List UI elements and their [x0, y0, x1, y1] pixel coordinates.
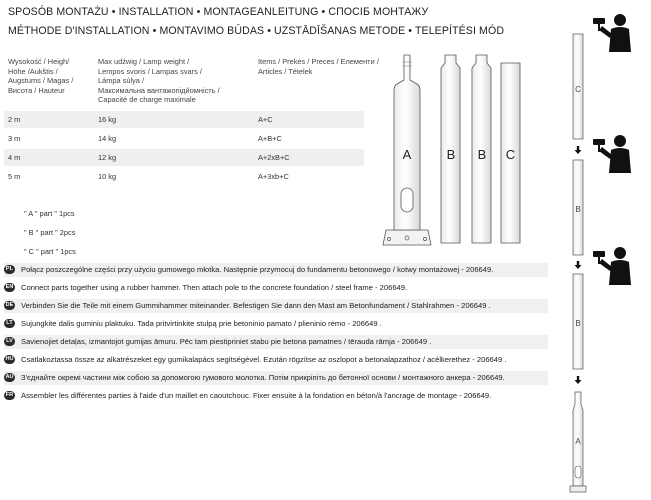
instruction-text: Connect parts together using a rubber hammer. Then attach pole to the concrete foundation / steel frame - 206649.	[21, 283, 408, 292]
col-header-weight-line: Max udźwig / Lamp weight /	[98, 57, 190, 66]
worker-hammer-icon	[593, 135, 631, 173]
pole-label-b2: B	[477, 147, 487, 162]
cell-items: A+2xB+C	[258, 153, 290, 162]
lang-badge: DE	[5, 302, 14, 308]
lang-badge: HU	[5, 356, 14, 362]
worker-hammer-icon	[593, 14, 631, 52]
lang-badge: LV	[4, 337, 15, 346]
pole-label-b1: B	[446, 147, 456, 162]
instruction-text: Assembler les différentes parties à l'aide d'un maillet en caoutchouc. Fixer ensuite à la fondation en béton/à l'ancrage de montage - 206649.	[21, 391, 492, 400]
lang-badge: AU	[5, 374, 14, 380]
part-item-a: " A " part " 1pcs	[24, 209, 75, 218]
cell-items: A+B+C	[258, 134, 282, 143]
col-header-height-line: Höhe /Aukštis /	[8, 66, 58, 76]
step-2	[573, 135, 631, 255]
part-item-b: " B " part " 2pcs	[24, 228, 76, 237]
col-header-height-line: Висота / Hauteur	[8, 85, 65, 95]
col-header-items-line: Items / Prekės / Preces / Елементи /	[258, 57, 379, 66]
col-header-height-line: Wysokość / Heigh/	[8, 57, 70, 66]
part-item-c: " C " part " 1pcs	[24, 247, 76, 256]
step-3	[573, 247, 631, 369]
step-label-b2: B	[575, 319, 581, 328]
arrow-down-icon	[575, 376, 582, 384]
worker-hammer-icon	[593, 247, 631, 285]
step-label-b1: B	[575, 205, 581, 214]
lang-badge: LT	[4, 319, 15, 328]
cell-height: 5 m	[8, 172, 21, 181]
pole-label-c: C	[505, 147, 516, 162]
cell-height: 2 m	[8, 115, 21, 124]
cell-height: 3 m	[8, 134, 21, 143]
cell-height: 4 m	[8, 153, 21, 162]
cell-weight: 14 kg	[98, 134, 117, 143]
lang-badge: EN	[5, 284, 14, 290]
step-label-a: A	[575, 437, 581, 446]
arrow-down-icon	[575, 261, 582, 269]
col-header-height-line: Augstums / Magas /	[8, 76, 74, 86]
lang-badge: PL	[5, 266, 14, 272]
instruction-text: Sujungkite dalis guminiu plaktuku. Tada pritvirtinkite stulpą prie betoninio pamato / plieninio rėmo - 206649 .	[21, 319, 382, 328]
col-header-items-line: Articles / Tételek	[258, 66, 313, 76]
cell-items: A+C	[258, 115, 273, 124]
header-line-2: MÉTHODE D'INSTALLATION • MONTAVIMO BŪDAS • UZSTĀDĪŠANAS METODE • TELEPÍTÉSI MÓD	[8, 25, 505, 37]
instruction-text: Verbinden Sie die Teile mit einem Gummihammer miteinander. Befestigen Sie dann den Mast am Betonfundament / Stahlrahmen - 206649 .	[21, 301, 491, 310]
cell-weight: 16 kg	[98, 115, 117, 124]
col-header-weight-line: Lámpa súlya /	[98, 76, 145, 86]
col-header-weight-line: Максимальна вантажопідйомність /	[98, 85, 220, 95]
lang-badge: FR	[5, 392, 14, 398]
pole-label-a: A	[402, 147, 412, 162]
step-label-c: C	[575, 85, 581, 94]
cell-weight: 10 kg	[98, 172, 117, 181]
instruction-text: Savienojiet detaļas, izmantojot gumijas āmuru. Pēc tam piestipriniet stabu pie betona pamatnes / tērauda rāmja - 206649 .	[21, 337, 432, 346]
col-header-weight-line: Lempos svoris / Lampas svars /	[98, 66, 202, 76]
col-header-weight-line: Capacité de charge maximale	[98, 95, 196, 105]
header-line-1: SPOSÓB MONTAŻU • INSTALLATION • MONTAGEANLEITUNG • СПОСІБ МОНТАЖУ	[8, 6, 429, 18]
step-1	[573, 14, 631, 139]
instruction-text: З'єднайте окремі частини між собою за допомогою гумового молотка. Потім прикріпіть до бетонної основи / монтажного анкера - 206649.	[21, 373, 505, 382]
instruction-text: Csatlakoztassa össze az alkatrészeket egy gumikalapács segítségével. Ezután rögzítse az oszlopot a betonalapzathoz / acélkerethez - 206649 .	[21, 355, 507, 364]
cell-items: A+3xb+C	[258, 172, 289, 181]
arrow-down-icon	[575, 146, 582, 154]
instruction-text: Połącz poszczególne części przy użyciu gumowego młotka. Następnie przymocuj do fundamentu betonowego / kotwy montażowej - 206649.	[21, 265, 494, 274]
cell-weight: 12 kg	[98, 153, 117, 162]
